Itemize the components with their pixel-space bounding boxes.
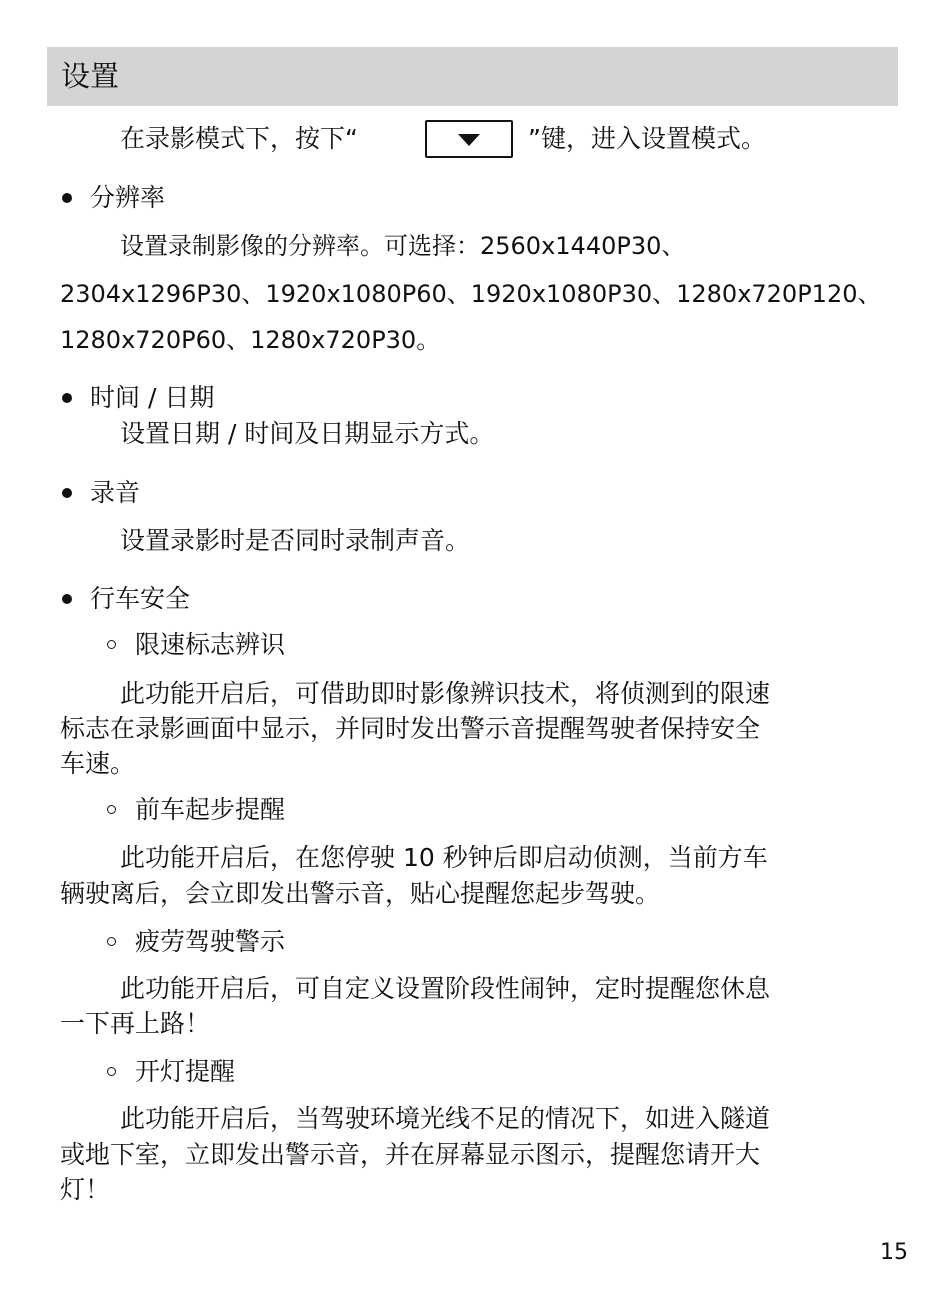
page-number: 15 [880,1240,908,1265]
down-arrow-key-icon [425,120,513,158]
audio-line-1: 设置录影时是否同时录制声音。 [120,526,471,555]
sub-bullet-icon [107,640,116,649]
headlight-line-2: 或地下室，立即发出警示音，并在屏幕显示图示，提醒您请开大 [60,1140,761,1169]
page-title: 设置 [61,59,120,93]
fatigue-line-2: 一下再上路！ [60,1009,211,1038]
speed-limit-line-1: 此功能开启后，可借助即时影像辨识技术，将侦测到的限速 [120,679,771,708]
bullet-icon [62,393,72,403]
intro-text-before: 在录影模式下，按下“ [120,124,358,153]
sub-bullet-icon [107,937,116,946]
sub-bullet-icon [107,805,116,814]
section-heading-datetime: 时间 / 日期 [90,383,215,412]
section-heading-safety: 行车安全 [90,584,191,613]
sub-bullet-icon [107,1067,116,1076]
section-heading-audio: 录音 [90,478,141,507]
fatigue-line-1: 此功能开启后，可自定义设置阶段性闹钟，定时提醒您休息 [120,974,771,1003]
datetime-line-1: 设置日期 / 时间及日期显示方式。 [120,419,495,448]
down-triangle-icon [458,134,480,146]
section-header-bar [47,47,898,106]
bullet-icon [62,488,72,498]
speed-limit-line-2: 标志在录影画面中显示，并同时发出警示音提醒驾驶者保持安全 [60,714,761,743]
section-heading-resolution: 分辨率 [90,183,166,212]
headlight-line-1: 此功能开启后，当驾驶环境光线不足的情况下，如进入隧道 [120,1104,771,1133]
front-car-line-2: 辆驶离后，会立即发出警示音，贴心提醒您起步驾驶。 [60,879,661,908]
resolution-line-3: 1280x720P60、1280x720P30。 [60,326,441,354]
intro-text-after: ”键，进入设置模式。 [528,124,766,153]
front-car-line-1: 此功能开启后，在您停驶 10 秒钟后即启动侦测，当前方车 [120,843,768,872]
headlight-line-3: 灯！ [60,1175,111,1204]
subsection-heading-headlight: 开灯提醒 [135,1057,236,1086]
subsection-heading-speed-limit: 限速标志辨识 [135,630,286,659]
resolution-line-1: 设置录制影像的分辨率。可选择：2560x1440P30、 [120,232,686,260]
bullet-icon [62,594,72,604]
resolution-line-2: 2304x1296P30、1920x1080P60、1920x1080P30、1280x720P120、 [60,280,882,308]
speed-limit-line-3: 车速。 [60,749,136,778]
subsection-heading-front-car: 前车起步提醒 [135,795,286,824]
bullet-icon [62,193,72,203]
subsection-heading-fatigue: 疲劳驾驶警示 [135,927,286,956]
